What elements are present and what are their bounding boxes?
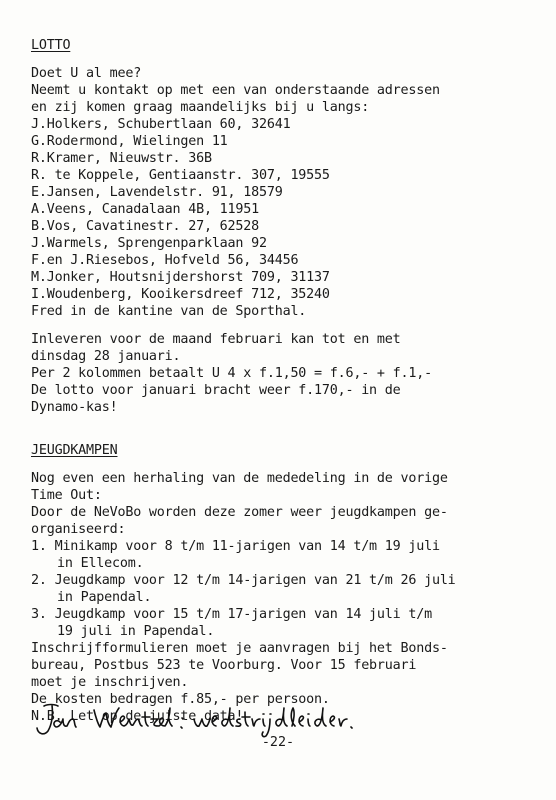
address-line: A.Veens, Canadalaan 4B, 11951 (31, 202, 259, 217)
lotto-intro-line: Doet U al mee? (31, 66, 142, 81)
lotto-payment-line: dinsdag 28 januari. (31, 349, 181, 364)
lotto-intro-line: en zij komen graag maandelijks bij u langs: (31, 100, 370, 115)
address-line: G.Rodermond, Wielingen 11 (31, 134, 228, 149)
lotto-heading: LOTTO (31, 38, 71, 53)
jeugdkampen-intro-line: organiseerd: (31, 522, 126, 537)
camp-item: 3. Jeugdkamp voor 15 t/m 17-jarigen van 14 juli t/m (31, 607, 432, 622)
camp-item: 2. Jeugdkamp voor 12 t/m 14-jarigen van 21 t/m 26 juli (31, 573, 456, 588)
lotto-payment-line: Inleveren voor de maand februari kan tot en met (31, 332, 401, 347)
lotto-payment-line: Per 2 kolommen betaalt U 4 x f.1,50 = f.6,- + f.1,- (31, 366, 432, 381)
jeugdkampen-intro-line: Door de NeVoBo worden deze zomer weer jeugdkampen ge- (31, 505, 448, 520)
address-line: E.Jansen, Lavendelstr. 91, 18579 (31, 185, 283, 200)
lotto-intro-line: Neemt u kontakt op met een van onderstaande adressen (31, 83, 440, 98)
address-line: J.Warmels, Sprengenparklaan 92 (31, 236, 267, 251)
camp-location: in Papendal. (57, 590, 152, 605)
closing-line: bureau, Postbus 523 te Voorburg. Voor 15 februari (31, 658, 417, 673)
closing-line: De kosten bedragen f.85,- per persoon. (31, 692, 330, 707)
address-line: F.en J.Riesebos, Hofveld 56, 34456 (31, 253, 299, 268)
closing-line: moet je inschrijven. (31, 675, 189, 690)
jeugdkampen-intro-line: Nog even een herhaling van de mededeling in de vorige (31, 471, 448, 486)
jeugdkampen-heading: JEUGDKAMPEN (31, 443, 118, 458)
camp-location: in Ellecom. (57, 556, 144, 571)
address-line: Fred in de kantine van de Sporthal. (31, 304, 307, 319)
page-number: -22- (261, 735, 295, 750)
lotto-payment-line: Dynamo-kas! (31, 400, 118, 415)
camp-location: 19 juli in Papendal. (57, 624, 215, 639)
closing-line: N.B. Let op de juiste data! (31, 709, 244, 724)
address-line: R. te Koppele, Gentiaanstr. 307, 19555 (31, 168, 330, 183)
address-line: R.Kramer, Nieuwstr. 36B (31, 151, 212, 166)
address-line: B.Vos, Cavatinestr. 27, 62528 (31, 219, 259, 234)
jeugdkampen-intro-line: Time Out: (31, 488, 102, 503)
camp-item: 1. Minikamp voor 8 t/m 11-jarigen van 14 t/m 19 juli (31, 539, 440, 554)
address-line: I.Woudenberg, Kooikersdreef 712, 35240 (31, 287, 330, 302)
closing-line: Inschrijfformulieren moet je aanvragen bij het Bonds- (31, 641, 448, 656)
document-page (31, 37, 541, 725)
lotto-payment-line: De lotto voor januari bracht weer f.170,- in de (31, 383, 401, 398)
address-line: J.Holkers, Schubertlaan 60, 32641 (31, 117, 291, 132)
address-line: M.Jonker, Houtsnijdershorst 709, 31137 (31, 270, 330, 285)
